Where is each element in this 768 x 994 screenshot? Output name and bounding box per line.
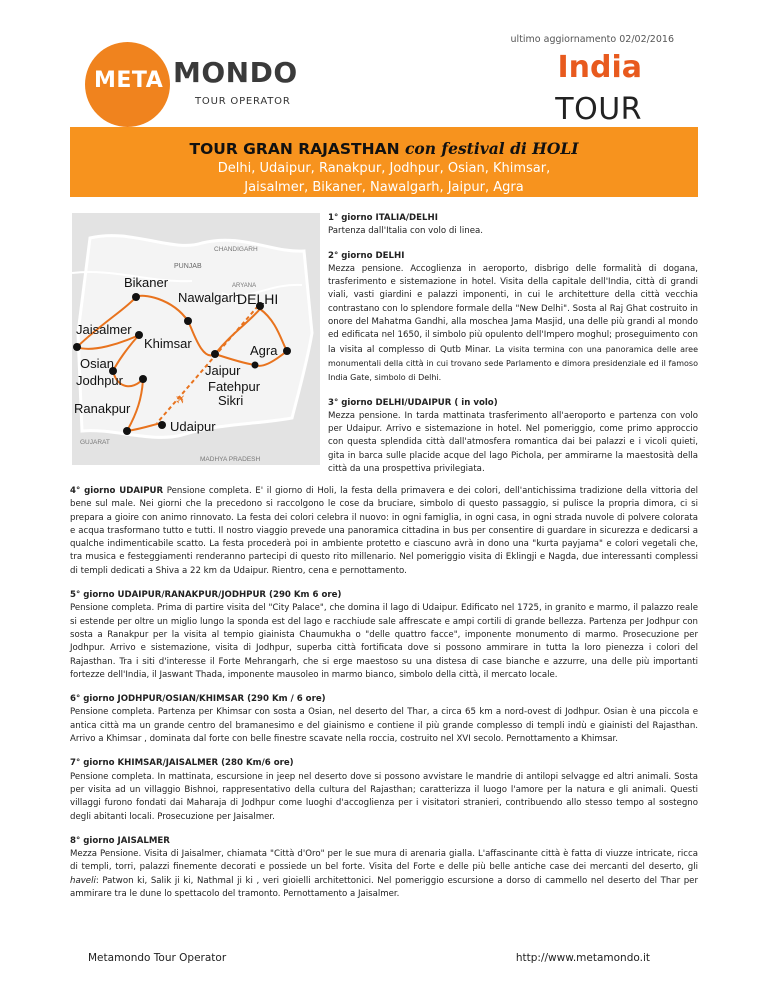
day-5-text: Pensione completa. Prima di partire visita del "City Palace", che domina il lago di Udaipur. Edificato nel 1725, in granito e marmo, il palazzo reale si estende per oltre un miglio lungo la sponda est del lago e racchiude sale affrescate e ampi cortili di grande bellezza. Partenza per Jodhpur con sosta a Ranakpur per la visita al tempio giainista Chaumukha o "delle quattro facce", imponente monumento di marmo. Prosecuzione per Jodhpur. Arrivo e sistemazione, visita di Jodhpur, superba città fortificata dove si possono ammirare in tutta la loro pienezza i colori del Rajasthan. Tra i siti d'interesse il Forte Mehrangarh, che si erge maestoso su una distesa di case bianche e azzurre, una delle più importanti fortezze dell'India, il Jaswant Thada, imponente mausoleo in marmo bianco, simbolo della città, il mercato locale. [70, 603, 698, 680]
day-2-text: Mezza pensione. Accoglienza in aeroporto, disbrigo delle formalità di dogana, trasferimento e sistemazione in hotel. Visita della capitale dell'India, città di grandi viali, vasti giardini e palazzi imponenti, in cui le architetture della città vecchia contrastano con lo splendore formale della "New Delhi". Sosta al Raj Ghat costruito in onore del Mahatma Gandhi, alla moschea Jama Masjid, una delle più grandi al mondo ed edificata nel 1650, il simbolo più opulento dell'Impero moghul; proseguimento con la visita al complesso di Qutb Minar. [328, 263, 698, 355]
banner-cities-line-1: Delhi, Udaipur, Ranakpur, Jodhpur, Osian, Khimsar, [217, 161, 551, 176]
city-label-jaisalmer: Jaisalmer [76, 322, 132, 337]
day-7-heading: 7° giorno KHIMSAR/JAISALMER (280 Km/6 ore) [70, 758, 294, 769]
day-8-text-italic: haveli [70, 875, 96, 886]
day-8 [70, 835, 698, 901]
itinerary-main-column [70, 485, 698, 912]
day-3 [328, 397, 698, 477]
region-label-chandigarh: CHANDIGARH [214, 246, 258, 253]
metamondo-logo [85, 42, 315, 127]
day-6-text: Pensione completa. Partenza per Khimsar con sosta a Osian, nel deserto del Thar, a circa 65 km a nord-ovest di Jodhpur. Osian è una piccola e antica città ma un grande centro del bramanesimo e del giainismo e contiene il più grande complesso di templi indù e giainisti del Rajasthan. Arrivo a Khimsar , dominata dal forte con belle finestre scavate nella roccia, costruito nel XVI secolo. Pernottamento a Khimsar. [70, 707, 698, 745]
city-label-jaipur: Jaipur [205, 363, 241, 378]
city-dot-nawalgarh [184, 317, 192, 325]
city-label-jodhpur: Jodhpur [76, 373, 123, 388]
country-title: India [557, 50, 642, 85]
banner-title-main: TOUR GRAN RAJASTHAN [189, 140, 400, 158]
day-4-heading: 4° giorno UDAIPUR [70, 486, 164, 496]
city-label-agra: Agra [250, 343, 278, 358]
banner-cities [70, 159, 698, 197]
city-dot-udaipur [158, 421, 166, 429]
city-label-sikri: Sikri [218, 393, 244, 408]
banner-cities-line-2: Jaisalmer, Bikaner, Nawalgarh, Jaipur, Agra [244, 180, 524, 195]
day-3-heading: 3° giorno DELHI/UDAIPUR ( in volo) [328, 397, 498, 408]
city-dot-jodhpur [139, 375, 147, 383]
day-4 [70, 485, 698, 578]
city-label-khimsar: Khimsar [144, 336, 192, 351]
itinerary-side-column [328, 212, 698, 487]
day-2 [328, 250, 698, 386]
city-label-fatehpur: Fatehpur [208, 379, 261, 394]
city-dot-jaipur [211, 350, 219, 358]
route-map [72, 213, 320, 465]
day-1 [328, 212, 698, 239]
day-6-heading: 6° giorno JODHPUR/OSIAN/KHIMSAR (290 Km / 6 ore) [70, 694, 326, 705]
banner-title [70, 139, 698, 158]
region-label-madhya-pradesh: MADHYA PRADESH [200, 456, 261, 463]
tour-label: TOUR [555, 92, 642, 127]
city-label-udaipur: Udaipur [170, 419, 216, 434]
city-label-delhi: DELHI [237, 291, 279, 307]
tour-banner [70, 127, 698, 197]
logo-mondo-text: MONDO [173, 56, 298, 89]
city-dot-khimsar [135, 331, 143, 339]
day-7-text: Pensione completa. In mattinata, escursione in jeep nel deserto dove si possono avvistare le mandrie di antilopi selvagge ed altri animali. Sosta per visita ad un villaggio Bishnoi, rappresentativo della cultura del Rajasthan; caratterizza il luogo l'amore per la natura e gli animali. Questi villaggi furono fondati dai Maharaja di Jodhpur come luoghi d'accoglienza per i visitatori stranieri, contribuendo allo stesso tempo al sostegno degli abitanti locali. Prosecuzione per Jaisalmer. [70, 771, 698, 822]
day-5-heading: 5° giorno UDAIPUR/RANAKPUR/JODHPUR (290 Km 6 ore) [70, 590, 342, 601]
day-1-text: Partenza dall'Italia con volo di linea. [328, 226, 483, 237]
city-dot-bikaner [132, 293, 140, 301]
day-5 [70, 589, 698, 682]
day-4-text: Pensione completa. E' il giorno di Holi, la festa della primavera e dei colori, dell'antichissima tradizione della vittoria del bene sul male. Nei giorni che la precedono si raccolgono le cose da bruciare, simbolo di questo passaggio, si pulisce la propria dimora, ci si prepara a gioire con animo rinnovato. La festa dei colori celebra il nuovo: in ogni famiglia, in ogni casa, in ogni strada nuvole di polvere colorata e acqua trasformano tutto e tutti. Il nostro viaggio prevede una panoramica cittadina in bus per consentire di guardare in sicurezza e dedicarsi a qualche indimenticabile scatto. La festa procederà poi in ambiente protetto e ciascuno avrà in dono una "kurta payjama" e colori vegetali che, tra musica e festeggiamenti renderanno partecipi di questo rito millenario. Nel pomeriggio visita di Eklingji e Nagda, due interessanti complessi di templi dedicati a Shiva a 22 km da Udaipur. Rientro, cena e pernottamento. [70, 486, 699, 576]
city-dot-ranakpur [123, 427, 131, 435]
day-2-text-small: La visita termina con una panoramica delle aree monumentali della città in cui trovano sede Parlamento e dimora presidenziale ed il famoso India Gate, simbolo di Delhi. [328, 344, 698, 383]
banner-title-italic: con festival di HOLI [404, 139, 579, 158]
day-6 [70, 693, 698, 746]
city-dot-agra [283, 347, 291, 355]
plane-icon: ✈ [172, 390, 191, 409]
city-label-bikaner: Bikaner [124, 275, 169, 290]
city-dot-fatehpur-sikri [252, 362, 259, 369]
region-label-gujarat: GUJARAT [80, 439, 110, 446]
logo-meta-text: META [94, 68, 164, 93]
day-7 [70, 757, 698, 823]
city-label-nawalgarh: Nawalgarh [178, 290, 241, 305]
day-8-heading: 8° giorno JAISALMER [70, 835, 170, 846]
region-label-punjab: PUNJAB [174, 263, 202, 270]
day-8-text-a: Mezza Pensione. Visita di Jaisalmer, chiamata "Città d'Oro" per le sue mura di arenaria gialla. L'affascinante città è fatta di viuzze intricate, ricca di templi, torri, palazzi finemente decorati e possiede un bel forte. Visita del Forte e delle più belle antiche case dei mercanti del deserto, gli [70, 849, 698, 873]
footer-website-link[interactable]: http://www.metamondo.it [515, 952, 650, 964]
logo-subtitle: TOUR OPERATOR [195, 96, 291, 107]
last-updated: ultimo aggiornamento 02/02/2016 [510, 34, 674, 45]
city-dot-jaisalmer [73, 343, 81, 351]
region-label-aryana: ARYANA [232, 283, 257, 289]
day-8-text-b: : Patwon ki, Salik ji ki, Nathmal ji ki , veri gioielli architettonici. Nel pomeriggio escursione a dorso di cammello nel deserto del Thar per ammirare tra le dune lo spettacolo del tramonto. Pernottamento a Jaisalmer. [70, 875, 698, 900]
city-label-osian: Osian [80, 356, 114, 371]
day-3-text: Mezza pensione. In tarda mattinata trasferimento all'aeroporto e partenza con volo per Udaipur. Arrivo e sistemazione in hotel. Nel pomeriggio, come primo approccio con questa splendida città dall'atmosfera romantica dai bei palazzi e i vicoli quieti, gita in barca sulle placide acque del lago Pichola, per ammirarne la maestosità della città da una prospettiva privilegiata. [328, 410, 698, 475]
day-1-heading: 1° giorno ITALIA/DELHI [328, 213, 438, 223]
day-2-heading: 2° giorno DELHI [328, 250, 405, 261]
footer-company: Metamondo Tour Operator [88, 952, 227, 964]
city-label-ranakpur: Ranakpur [74, 401, 131, 416]
